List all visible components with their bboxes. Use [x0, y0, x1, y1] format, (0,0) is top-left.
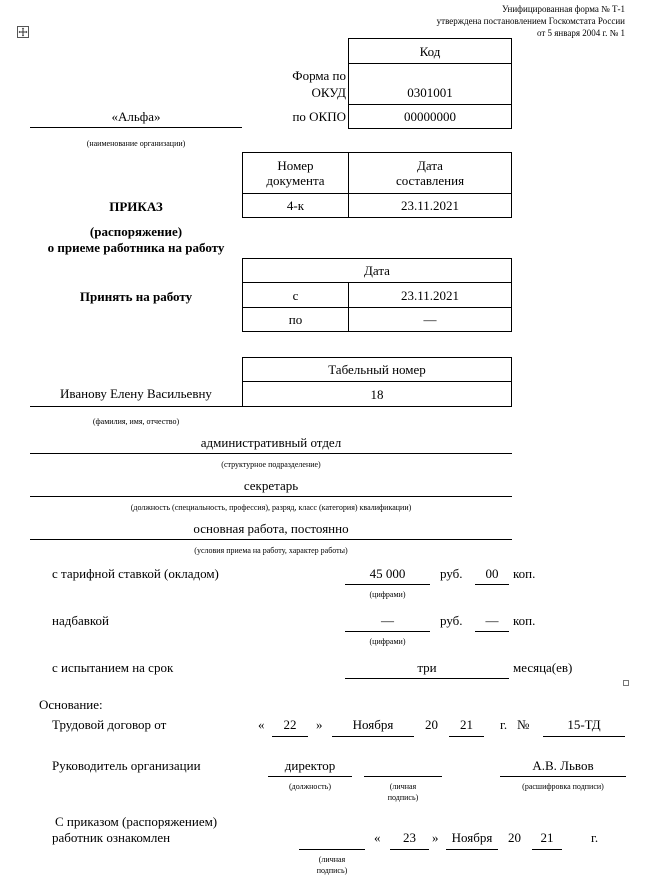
probation-label: с испытанием на срок: [52, 660, 174, 675]
contract-month-line: [332, 736, 414, 737]
doc-date-value: 23.11.2021: [348, 193, 512, 218]
acquainted-year-label: г.: [591, 830, 599, 845]
salary-rub-label: руб.: [440, 566, 463, 581]
hire-label: Принять на работу: [79, 289, 193, 304]
okud-value: 0301001: [407, 85, 453, 100]
head-label: Руководитель организации: [52, 758, 201, 773]
doc-number-header: Номер документа: [242, 152, 349, 194]
order-title: ПРИКАЗ: [109, 199, 163, 214]
form-okud-label-1: Форма по: [292, 68, 346, 83]
acquainted-month: Ноября: [451, 830, 493, 845]
acquainted-day-line: [390, 849, 429, 850]
acquainted-label-2: работник ознакомлен: [52, 830, 171, 845]
acquainted-quote-close: »: [432, 830, 439, 845]
conditions-line: [30, 539, 512, 540]
form-header-line-1: Унифицированная форма № Т-1: [501, 4, 625, 14]
department-caption: (структурное подразделение): [221, 460, 321, 469]
hire-date-header: Дата: [242, 258, 512, 283]
contract-number-label: №: [517, 717, 530, 732]
hire-to-label: по: [242, 307, 349, 332]
acquainted-year-suffix: 21: [540, 830, 554, 845]
basis-label: Основание:: [39, 697, 103, 712]
position-line: [30, 496, 512, 497]
code-header-cell: Код: [348, 38, 512, 64]
head-position: директор: [284, 758, 336, 773]
salary-kop-line: [475, 584, 509, 585]
employee-name-caption: (фамилия, имя, отчество): [92, 417, 180, 426]
contract-label: Трудовой договор от: [52, 717, 167, 732]
position-value: секретарь: [243, 478, 299, 493]
contract-number: 15-ТД: [567, 717, 601, 732]
conditions-caption: (условия приема на работу, характер работы): [194, 546, 348, 555]
employee-signature-line: [299, 849, 365, 850]
bonus-rub-value: —: [381, 613, 394, 628]
organization-name: «Альфа»: [111, 109, 161, 124]
form-okud-label-2: ОКУД: [311, 85, 346, 100]
contract-quote-close: »: [316, 717, 323, 732]
order-subtitle: (распоряжение): [89, 224, 183, 239]
head-name: А.В. Львов: [532, 758, 594, 773]
position-caption: (должность (специальность, профессия), разряд, класс (категория) квалификации): [130, 503, 412, 512]
move-handle-icon[interactable]: [17, 26, 29, 38]
form-header-line-3: от 5 января 2004 г. № 1: [536, 28, 625, 38]
probation-value: три: [417, 660, 437, 675]
acquainted-quote-open: «: [374, 830, 381, 845]
contract-day-line: [272, 736, 308, 737]
head-name-caption: (расшифровка подписи): [522, 782, 604, 791]
organization-line: [30, 127, 242, 128]
order-subject: о приеме работника на работу: [47, 240, 225, 255]
salary-kop-label: коп.: [513, 566, 536, 581]
probation-unit: месяца(ев): [513, 660, 573, 675]
form-header-line-2: утверждена постановлением Госкомстата России: [436, 16, 625, 26]
hire-to-value: —: [348, 307, 512, 332]
bonus-label: надбавкой: [52, 613, 109, 628]
bonus-kop-line: [475, 631, 509, 632]
salary-kop-value: 00: [485, 566, 499, 581]
employee-name: Иванову Елену Васильевну: [60, 386, 212, 401]
doc-date-header: Дата составления: [348, 152, 512, 194]
head-signature-line: [364, 776, 442, 777]
tab-number-header: Табельный номер: [242, 357, 512, 382]
head-signature-caption-1: (личная: [389, 782, 417, 791]
contract-quote-open: «: [258, 717, 265, 732]
contract-month: Ноября: [352, 717, 394, 732]
head-name-line: [500, 776, 626, 777]
doc-number-value: 4-к: [242, 193, 349, 218]
contract-year-prefix: 20: [425, 717, 438, 732]
hire-from-value: 23.11.2021: [348, 282, 512, 308]
salary-rub-value: 45 000: [369, 566, 406, 581]
bonus-rub-line: [345, 631, 430, 632]
contract-year-label: г.: [500, 717, 508, 732]
head-position-caption: (должность): [289, 782, 331, 791]
okpo-value-cell: 00000000: [348, 104, 512, 129]
acquainted-day: 23: [403, 830, 416, 845]
employee-name-line: [30, 406, 242, 407]
department-value: административный отдел: [200, 435, 342, 450]
probation-line: [345, 678, 509, 679]
organization-caption: (наименование организации): [86, 139, 186, 148]
tab-number-value: 18: [242, 381, 512, 407]
contract-day: 22: [283, 717, 297, 732]
head-signature-caption-2: подпись): [387, 793, 419, 802]
employee-signature-caption-1: (личная: [318, 855, 346, 864]
bonus-kop-label: коп.: [513, 613, 536, 628]
contract-number-line: [543, 736, 625, 737]
resize-marker-icon: [623, 680, 629, 686]
conditions-value: основная работа, постоянно: [193, 521, 349, 536]
salary-rub-line: [345, 584, 430, 585]
employee-signature-caption-2: подпись): [316, 866, 348, 875]
department-line: [30, 453, 512, 454]
bonus-rub-label: руб.: [440, 613, 463, 628]
salary-label: с тарифной ставкой (окладом): [52, 566, 219, 581]
contract-year-line: [449, 736, 484, 737]
acquainted-year-line: [532, 849, 562, 850]
head-position-line: [268, 776, 352, 777]
bonus-kop-value: —: [485, 613, 499, 628]
hire-from-label: с: [242, 282, 349, 308]
acquainted-month-line: [446, 849, 498, 850]
okpo-label: по ОКПО: [292, 109, 346, 124]
acquainted-label-1: С приказом (распоряжением): [55, 814, 218, 829]
acquainted-year-prefix: 20: [508, 830, 521, 845]
bonus-digits-caption: (цифрами): [369, 637, 406, 646]
contract-year-suffix: 21: [460, 717, 473, 732]
salary-digits-caption: (цифрами): [369, 590, 406, 599]
